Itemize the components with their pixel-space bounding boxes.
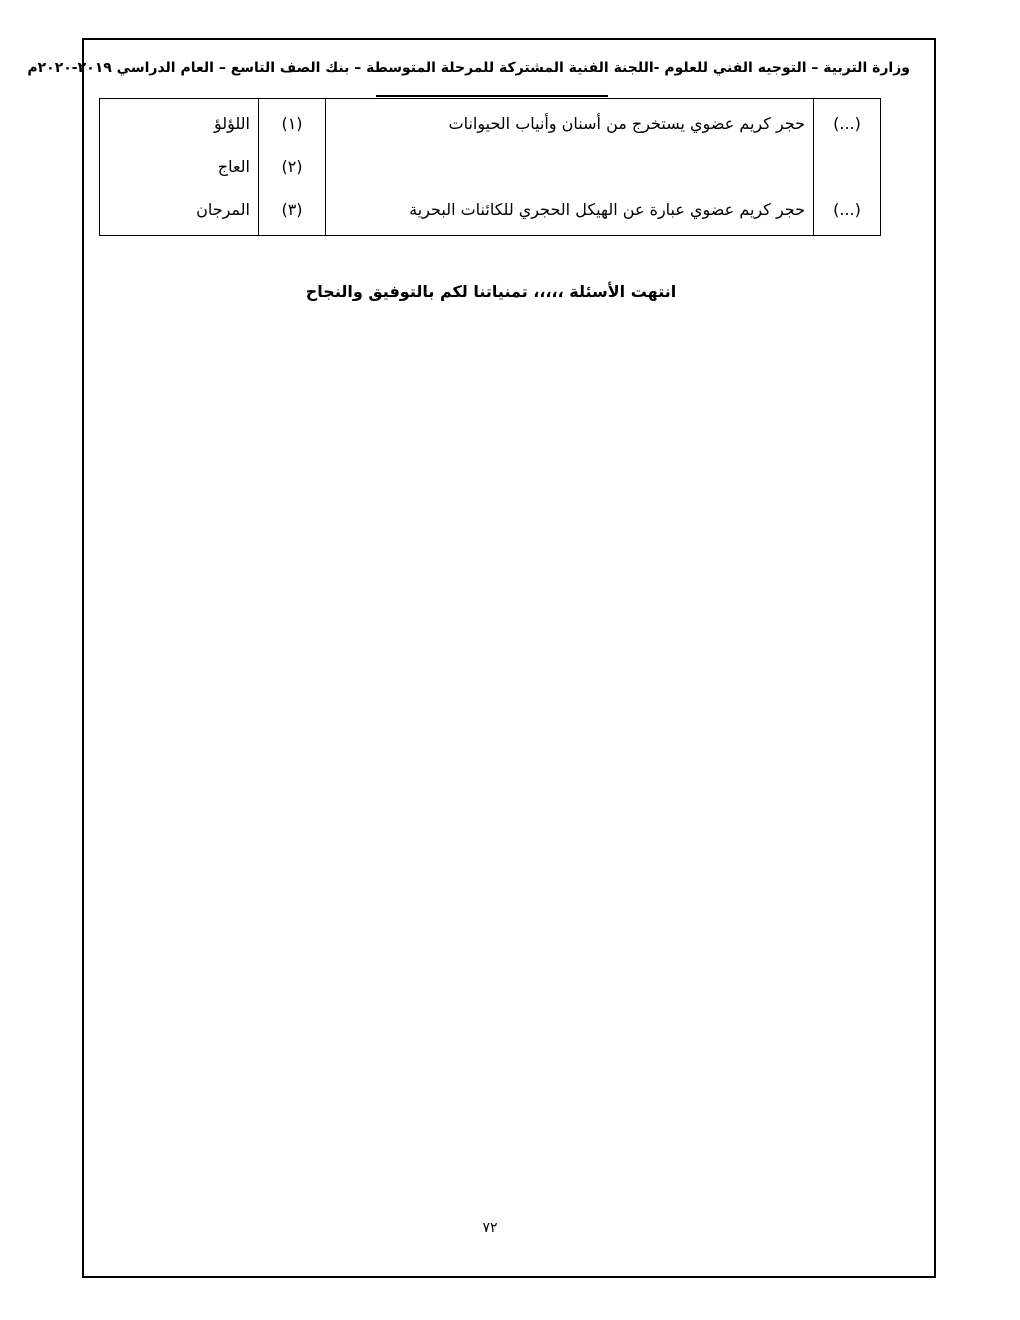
description-text: حجر كريم عضوي عبارة عن الهيكل الحجري للكائنات البحرية xyxy=(409,200,805,219)
table-row xyxy=(100,99,881,236)
item-number: (١) xyxy=(281,114,303,133)
description-text xyxy=(334,153,805,181)
page-header: وزارة التربية – التوجيه الفني للعلوم -اللجنة الفنية المشتركة للمرحلة المتوسطة – بنك الصف التاسع – العام الدراسي ٢٠١٩-٢٠٢٠م xyxy=(27,60,910,76)
page-number: ٧٢ xyxy=(482,1220,498,1236)
term-text: المرجان xyxy=(196,200,250,219)
answer-blank: (...) xyxy=(833,114,861,133)
term-text: العاج xyxy=(217,157,250,176)
description-column xyxy=(326,99,814,236)
header-underline xyxy=(376,95,608,97)
description-text: حجر كريم عضوي يستخرج من أسنان وأنياب الحيوانات xyxy=(448,114,805,133)
answer-blank-column xyxy=(814,99,881,236)
matching-table xyxy=(99,98,881,236)
answer-blank xyxy=(822,153,872,181)
item-number: (٣) xyxy=(281,200,303,219)
term-column xyxy=(100,99,259,236)
closing-message: انتهت الأسئلة ،،،،، تمنياتنا لكم بالتوفيق والنجاح xyxy=(305,282,677,301)
answer-blank: (...) xyxy=(833,200,861,219)
number-column xyxy=(259,99,326,236)
term-text: اللؤلؤ xyxy=(213,114,250,133)
item-number: (٢) xyxy=(281,157,303,176)
